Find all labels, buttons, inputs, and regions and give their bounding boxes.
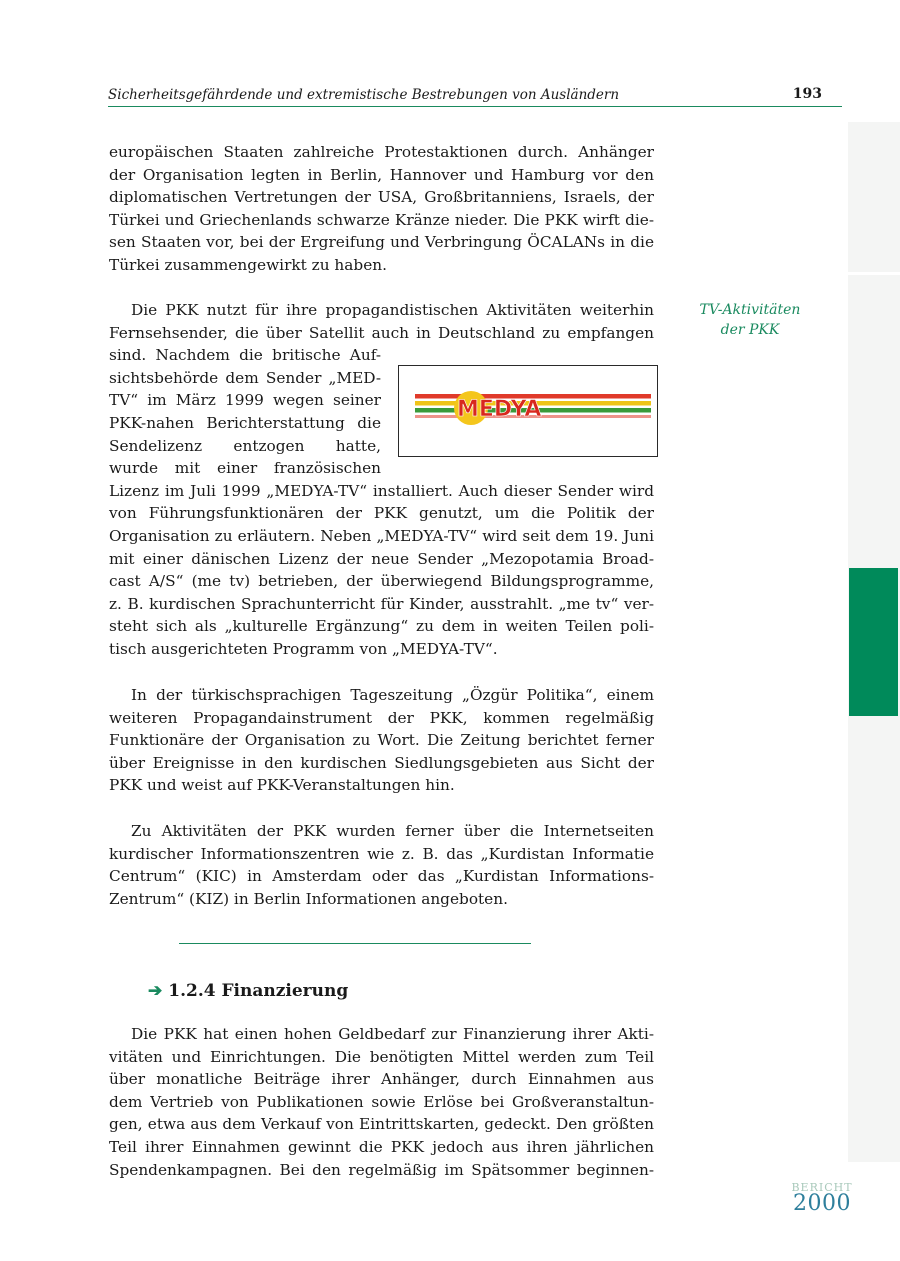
text-line: steht sich als „kulturelle Ergänzung“ zu dem in weiten Teilen poli- (109, 617, 654, 636)
text-line: Centrum“ (KIC) in Amsterdam oder das „Kurdistan Informations- (109, 867, 654, 886)
text-line: Teil ihrer Einnahmen gewinnt die PKK jedoch aus ihren jährlichen (109, 1137, 654, 1156)
text-line: gen, etwa aus dem Verkauf von Eintrittskarten, gedeckt. Den größten (109, 1115, 654, 1134)
text-line: der Organisation legten in Berlin, Hannover und Hamburg vor den (109, 165, 654, 184)
running-header-title: Sicherheitsgefährdende und extremistische Bestrebungen von Ausländern (108, 87, 620, 103)
paragraph-continuation (109, 141, 654, 277)
text-line: sichtsbehörde dem Sender „MED- (109, 368, 381, 387)
text-line: Sendelizenz entzogen hatte, (109, 436, 381, 455)
report-logo-label: BERICHT (791, 1181, 853, 1194)
arrow-right-icon: ➔ (148, 981, 163, 1001)
section-divider (179, 943, 531, 944)
text-line: europäischen Staaten zahlreiche Protestaktionen durch. Anhänger (109, 143, 654, 161)
text-line: cast A/S“ (me tv) betrieben, der überwiegend Bildungsprogramme, (109, 572, 654, 591)
text-line: über monatliche Beiträge ihrer Anhänger, durch Einnahmen aus (109, 1070, 654, 1089)
text-line: Die PKK nutzt für ihre propagandistischen Aktivitäten weiterhin (131, 301, 654, 319)
section-heading-text: 1.2.4 Finanzierung (168, 981, 349, 1001)
text-line: Zentrum“ (KIZ) in Berlin Informationen angeboten. (109, 889, 508, 908)
text-line: In der türkischsprachigen Tageszeitung „Özgür Politika“, einem (131, 686, 654, 704)
side-band-divider (848, 272, 900, 275)
text-line: dem Vertrieb von Publikationen sowie Erlöse bei Großveranstaltun- (109, 1092, 654, 1111)
text-line: sind. Nachdem die britische Auf- (109, 346, 381, 365)
text-line: PKK-nahen Berichterstattung die (109, 413, 381, 432)
medya-logo-text: MEDYA (457, 397, 542, 422)
text-line: Organisation zu erläutern. Neben „MEDYA-TV“ wird seit dem 19. Juni (109, 526, 654, 545)
paragraph-financing (109, 1023, 654, 1181)
section-heading (148, 981, 348, 1001)
text-line: Lizenz im Juli 1999 „MEDYA-TV“ installiert. Auch dieser Sender wird (109, 481, 654, 500)
text-line: PKK und weist auf PKK-Veranstaltungen hin. (109, 776, 455, 795)
paragraph-ozgur-politika (109, 684, 654, 797)
medya-logo-icon (399, 366, 657, 456)
text-line: mit einer dänischen Lizenz der neue Sender „Mezopotamia Broad- (109, 549, 654, 568)
text-line: weiteren Propagandainstrument der PKK, kommen regelmäßig (109, 708, 654, 727)
text-line: TV“ im März 1999 wegen seiner (109, 391, 381, 410)
report-logo-year: 2000 (793, 1191, 851, 1216)
paragraph-tv-activities (109, 299, 654, 661)
margin-note-line: TV-Aktivitäten (699, 302, 801, 318)
margin-note (690, 300, 810, 340)
text-line: Spendenkampagnen. Bei den regelmäßig im Spätsommer beginnen- (109, 1160, 654, 1179)
header-rule (108, 106, 842, 107)
text-line: wurde mit einer französischen (109, 459, 381, 478)
text-line: Zu Aktivitäten der PKK wurden ferner über die Internetseiten (131, 822, 654, 840)
medya-tv-logo-figure (398, 365, 658, 457)
text-line: diplomatischen Vertretungen der USA, Großbritanniens, Israels, der (109, 188, 654, 207)
text-line: Die PKK hat einen hohen Geldbedarf zur Finanzierung ihrer Akti- (131, 1025, 654, 1043)
text-line: Fernsehsender, die über Satellit auch in Deutschland zu empfangen (109, 323, 654, 342)
text-line: über Ereignisse in den kurdischen Siedlungsgebieten aus Sicht der (109, 753, 654, 772)
paragraph-internet (109, 820, 654, 910)
text-line: sen Staaten vor, bei der Ergreifung und Verbringung ÖCALANs in die (109, 233, 654, 252)
text-line: Türkei zusammengewirkt zu haben. (109, 255, 387, 274)
margin-note-line: der PKK (720, 322, 780, 338)
text-line: Türkei und Griechenlands schwarze Kränze nieder. Die PKK wirft die- (109, 210, 654, 229)
text-line: kurdischer Informationszentren wie z. B. das „Kurdistan Informatie (109, 844, 654, 863)
text-line: z. B. kurdischen Sprachunterricht für Kinder, ausstrahlt. „me tv“ ver- (109, 594, 654, 613)
text-line: vitäten und Einrichtungen. Die benötigten Mittel werden zum Teil (109, 1047, 654, 1066)
page-number: 193 (792, 86, 822, 102)
text-line: von Führungsfunktionären der PKK genutzt, um die Politik der (109, 504, 654, 523)
text-line: Funktionäre der Organisation zu Wort. Die Zeitung berichtet ferner (109, 731, 654, 750)
chapter-tab-marker (849, 568, 898, 716)
text-line: tisch ausgerichteten Programm von „MEDYA-TV“. (109, 639, 498, 658)
